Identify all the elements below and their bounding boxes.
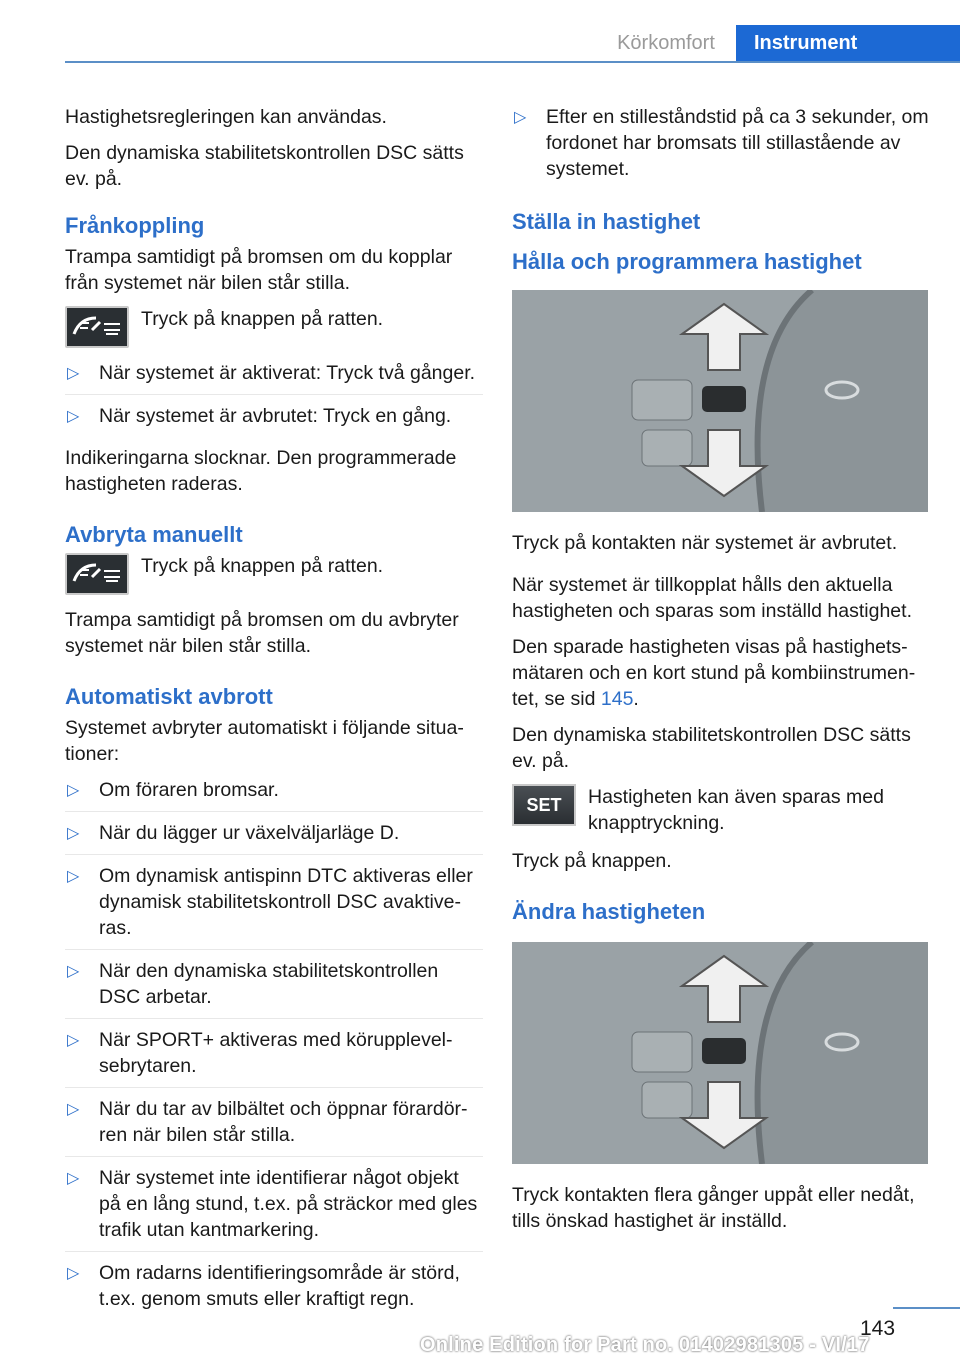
list-item [65,403,483,437]
list-item-text: När du tar av bilbältet och öppnar förardör‐ren när bilen står stilla. [99,1098,468,1146]
paragraph: Den dynamiska stabilitetskontrollen DSC sätts ev. på. [512,724,911,772]
list-item-text: Om föraren bromsar. [99,779,279,801]
triangle-bullet-icon: ▷ [67,1101,80,1118]
list-item [65,863,483,950]
paragraph-text: Den sparade hastigheten visas på hastighets‐mätaren och en kort stund på kombiinstrumen‐tet, se sid [512,636,916,710]
heading-stalla-in-hastighet: Ställa in hastighet [512,209,701,234]
bullet-list [512,104,930,190]
paragraph: Tryck på kontakten när systemet är avbrutet. [512,532,898,554]
icon-caption: Tryck på knappen på ratten. [141,308,384,330]
paragraph: Hastighetsregleringen kan användas. [65,106,387,128]
tab-instrument: Instrument [736,25,960,61]
steering-wheel-photo [512,290,928,512]
list-item-text: Efter en stilleståndstid på ca 3 sekunder, om fordonet har bromsats till stillastående av systemet. [546,106,929,180]
list-item-text: När systemet är avbrutet: Tryck en gång. [99,405,452,427]
paragraph: När systemet är tillkopplat hålls den aktuella hastigheten och sparas som inställd hastighet. [512,574,912,622]
list-item-text: När den dynamiska stabilitetskontrollen DSC arbetar. [99,960,439,1008]
right-column [512,104,930,1244]
cruise-control-button-icon [65,553,129,595]
steering-wheel-photo [512,942,928,1164]
list-item [65,1165,483,1252]
list-item [65,958,483,1019]
triangle-bullet-icon: ▷ [514,109,527,126]
paragraph: Den dynamiska stabilitetskontrollen DSC sätts ev. på. [65,142,464,190]
heading-automatiskt-avbrott: Automatiskt avbrott [65,684,273,709]
list-item-text: När SPORT+ aktiveras med körupplevel‐sebrytaren. [99,1029,453,1077]
list-item [65,1027,483,1088]
triangle-bullet-icon: ▷ [67,365,80,382]
set-button-icon: SET [512,784,576,826]
page-link[interactable]: 145 [600,688,634,710]
paragraph: Trampa samtidigt på bromsen om du kopplar från systemet när bilen står stilla. [65,246,453,294]
tab-korkomfort: Körkomfort [617,32,715,54]
paragraph: Systemet avbryter automatiskt i följande situa‐tioner: [65,717,464,765]
bullet-list [65,360,483,437]
left-column [65,104,483,1328]
heading-frankoppling: Frånkoppling [65,213,205,238]
triangle-bullet-icon: ▷ [67,782,80,799]
list-item [65,777,483,812]
triangle-bullet-icon: ▷ [67,963,80,980]
paragraph-text: . [633,688,639,710]
icon-instruction [65,553,483,595]
list-item-text: När systemet inte identifierar något objekt på en lång stund, t.ex. på sträckor med gles trafik utan kantmarkering. [99,1167,478,1241]
paragraph: Indikeringarna slocknar. Den programmerade hastigheten raderas. [65,447,457,495]
icon-instruction [65,306,483,348]
edition-watermark: Online Edition for Part no. 01402981305 - VI/17 [420,1334,870,1356]
list-item [65,1096,483,1157]
footer-rule [893,1307,960,1309]
page-number: 143 [860,1317,896,1340]
triangle-bullet-icon: ▷ [67,825,80,842]
list-item-text: Om dynamisk antispinn DTC aktiveras eller dynamisk stabilitetskontroll DSC avaktive‐ras. [99,865,473,939]
list-item [65,820,483,855]
triangle-bullet-icon: ▷ [67,1170,80,1187]
paragraph: Trampa samtidigt på bromsen om du avbryter systemet när bilen står stilla. [65,609,459,657]
list-item [65,360,483,395]
heading-avbryta-manuellt: Avbryta manuellt [65,522,243,547]
bullet-list [65,777,483,1320]
list-item-text: När systemet är aktiverat: Tryck två gånger. [99,362,476,384]
triangle-bullet-icon: ▷ [67,868,80,885]
header-rule [65,61,960,63]
cruise-control-button-icon [65,306,129,348]
list-item-text: Om radarns identifieringsområde är störd, t.ex. genom smuts eller kraftigt regn. [99,1262,460,1310]
paragraph: Tryck kontakten flera gånger uppåt eller nedåt, tills önskad hastighet är inställd. [512,1184,915,1232]
triangle-bullet-icon: ▷ [67,408,80,425]
triangle-bullet-icon: ▷ [67,1032,80,1049]
list-item [512,104,930,190]
list-item-text: När du lägger ur växelväljarläge D. [99,822,400,844]
list-item [65,1260,483,1320]
icon-caption: Hastigheten kan även sparas med knapptryckning. [588,786,884,834]
triangle-bullet-icon: ▷ [67,1265,80,1282]
icon-instruction [512,784,930,836]
heading-andra-hastigheten: Ändra hastigheten [512,899,706,924]
heading-halla-och-programmera: Hålla och programmera hastighet [512,249,862,274]
paragraph [512,634,930,712]
icon-caption: Tryck på knappen på ratten. [141,555,384,577]
paragraph: Tryck på knappen. [512,850,672,872]
